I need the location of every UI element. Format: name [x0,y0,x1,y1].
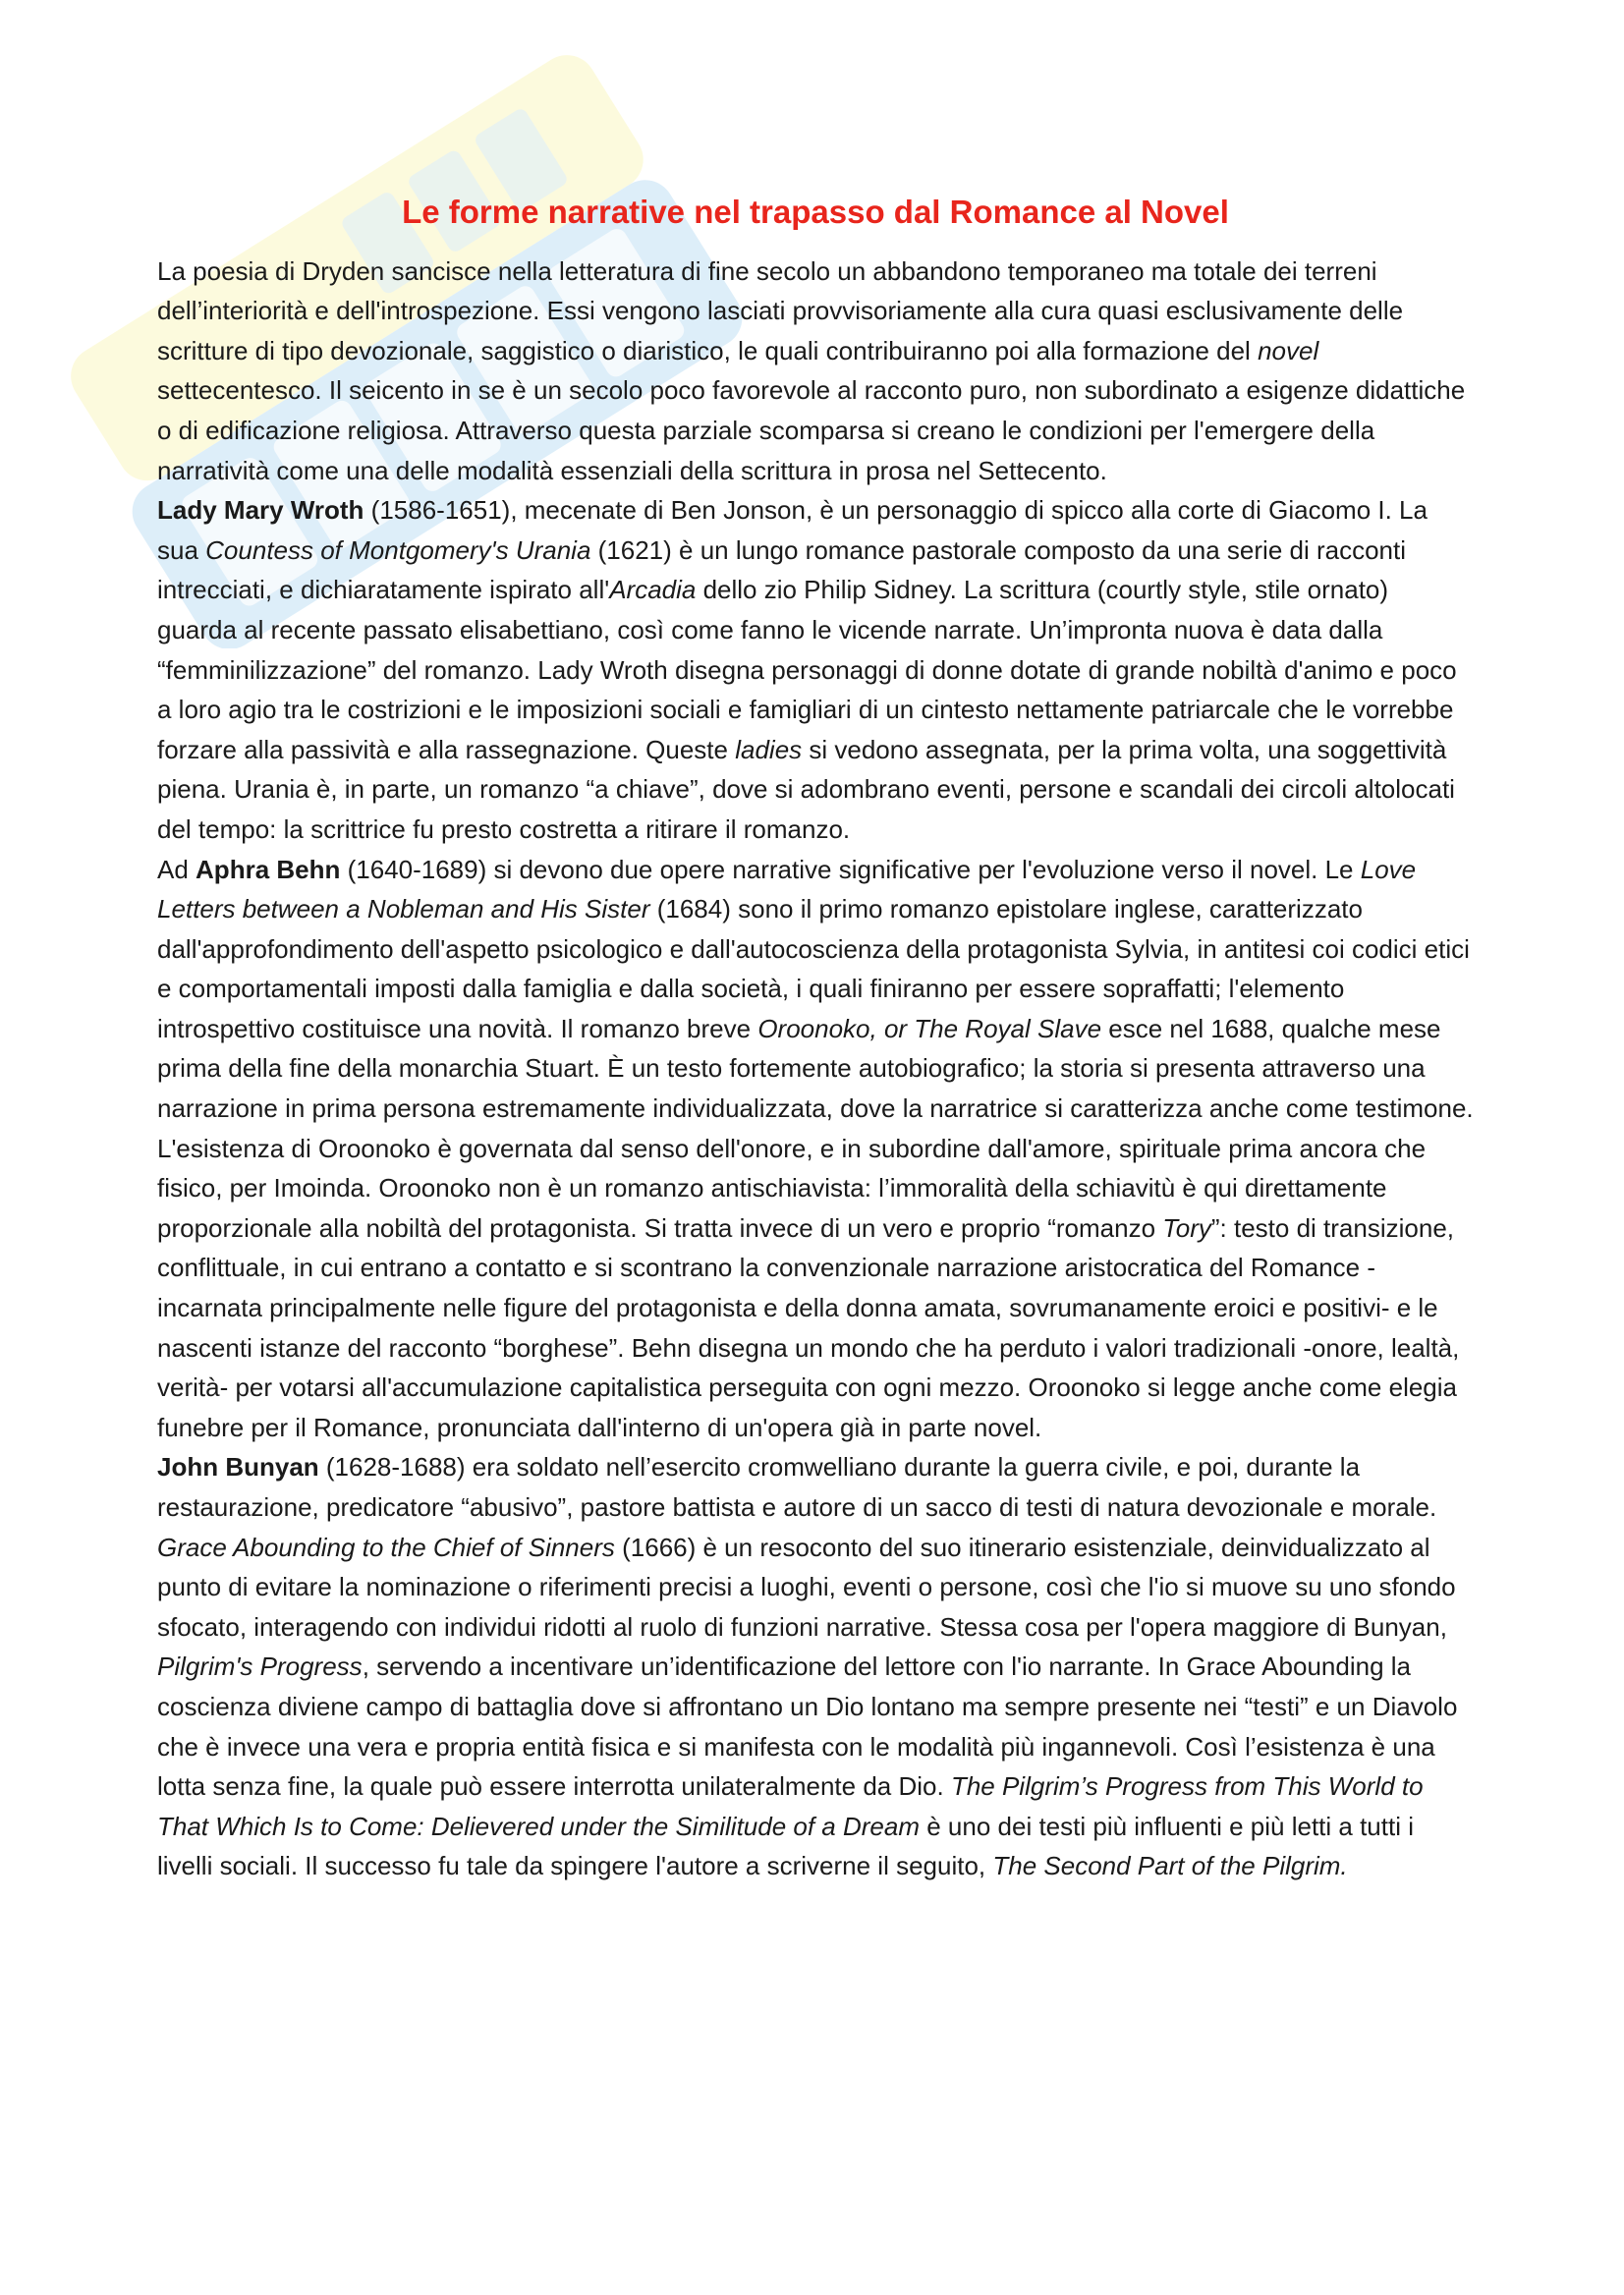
text-run: , servendo a incentivare un’identificazione del lettore con l'io narrante. In Grace Abounding la coscienza diviene campo di battaglia dove si affrontano un Dio lontano ma sempre presente nei “testi” e un Diavolo che è invece una vera e propria entità fisica e si manifesta con le modalità più ingannevoli. Così l’esistenza è una lotta senza fine, la quale può essere interrotta unilateralmente da Dio. [157,1651,1458,1802]
text-run: La poesia di Dryden sancisce nella letteratura di fine secolo un abbandono temporaneo ma totale dei terreni dell’interiorità e dell'introspezione. Essi vengono lasciati provvisoriamente alla cura quasi esclusivamente delle scritture di tipo devozionale, saggistico o diaristico, le quali contribuiranno poi alla formazione del [157,255,1404,365]
text-run: esce nel 1688, qualche mese prima della fine della monarchia Stuart. È un testo fortemente autobiografico; la storia si presenta attraverso una narrazione in prima persona estremamente individualizzata, dove la narratrice si caratterizza anche come testimone. L'esistenza di Oroonoko è governata dal senso dell'onore, e in subordine dall'amore, spirituale prima ancora che fisico, per Imoinda. Oroonoko non è un romanzo antischiavista: l’immoralità della schiavitù è qui direttamente proporzionale alla nobiltà del protagonista. Si tratta invece di un vero e proprio “romanzo [157,1013,1474,1243]
document-title: Le forme narrative nel trapasso dal Romance al Novel [402,194,1229,230]
work-title: Oroonoko, or The Royal Slave [757,1013,1102,1043]
text-run: (1586-1651), mecenate di Ben Jonson, è un personaggio di spicco alla corte di Giacomo I. La sua [157,495,1428,565]
text-run: (1666) è un resoconto del suo itinerario esistenziale, deinvidualizzato al punto di evitare la nominazione o riferimenti precisi a luoghi, eventi o persone, così che l'io si muove su uno sfondo sfocato, interagendo con individui ridotti al ruolo di funzioni narrative. Stessa cosa per l'opera maggiore di Bunyan, [157,1532,1456,1642]
text-run: dello zio Philip Sidney. La scrittura (courtly style, stile ornato) guarda al recente passato elisabettiano, così come fanno le vicende narrate. Un’impronta nuova è data dalla “femminilizzazione” del romanzo. Lady Wroth disegna personaggi di donne dotate di grande nobiltà d'animo e poco a loro agio tra le costrizioni e le imposizioni sociali e famigliari di un cintesto nettamente patriarcale che le vorrebbe forzare alla passività e alla rassegnazione. Queste [157,575,1457,764]
work-title: Countess of Montgomery's Urania [205,534,591,565]
text-run: (1640-1689) si devono due opere narrative significative per l'evoluzione verso il novel. Le [340,854,1361,884]
text-run: si vedono assegnata, per la prima volta, una soggettività piena. Urania è, in parte, un romanzo “a chiave”, dove si adombrano eventi, persone e scandali dei circoli altolocati del tempo: la scrittrice fu presto costretta a ritirare il romanzo. [157,734,1455,844]
text-run: (1621) è un lungo romance pastorale composto da una serie di racconti intrecciati, e dichiaratamente ispirato all' [157,534,1407,605]
work-title: Grace Abounding to the Chief of Sinners [157,1532,615,1562]
paragraph [157,252,1474,491]
text-run: è uno dei testi più influenti e più letti a tutti i livelli sociali. Il successo fu tale da spingere l'autore a scriverne il seguito, [157,1811,1414,1881]
work-title: Pilgrim's Progress [157,1651,363,1682]
document-content [157,193,1474,1886]
text-run: settecentesco. Il seicento in se è un secolo poco favorevole al racconto puro, non subordinato a esigenze didattiche o di edificazione religiosa. Attraverso questa parziale scomparsa si creano le condizioni per l'emergere della narratività come una delle modalità essenziali della scrittura in prosa nel Settecento. [157,375,1466,485]
work-title: Tory [1162,1212,1211,1243]
text-run: (1684) sono il primo romanzo epistolare inglese, caratterizzato dall'approfondimento dell'aspetto psicologico e dall'autocoscienza della protagonista Sylvia, in antitesi coi codici etici e comportamentali imposti dalla famiglia e dalla società, i quali finiranno per essere sopraffatti; l'elemento introspettivo costituisce una novità. Il romanzo breve [157,894,1470,1043]
work-title: Love Letters between a Nobleman and His Sister [157,854,1417,924]
paragraph [157,850,1474,1448]
document-body [157,252,1474,1886]
author-name: John Bunyan [157,1452,319,1483]
paragraph [157,1447,1474,1886]
work-title: novel [1258,335,1319,365]
text-run: (1628-1688) era soldato nell’esercito cromwelliano durante la guerra civile, e poi, durante la restaurazione, predicatore “abusivo”, pastore battista e autore di un sacco di testi di natura devozionale e morale. [157,1452,1437,1522]
text-run: Ad [157,854,196,884]
work-title: ladies [735,734,803,764]
author-name: Lady Mary Wroth [157,495,364,526]
work-title: The Second Part of the Pilgrim. [992,1851,1348,1881]
author-name: Aphra Behn [196,854,341,884]
text-run: ”: testo di transizione, conflittuale, in cui entrano a contatto e si scontrano la convenzionale narrazione aristocratica del Romance -incarnata principalmente nelle figure del protagonista e della donna amata, sovrumanamente eroici e positivi- e le nascenti istanze del racconto “borghese”. Behn disegna un mondo che ha perduto i valori tradizionali -onore, lealtà, verità- per votarsi all'accumulazione capitalistica perseguita con ogni mezzo. Oroonoko si legge anche come elegia funebre per il Romance, pronunciata dall'interno di un'opera già in parte novel. [157,1212,1460,1442]
work-title: The Pilgrim’s Progress from This World to That Which Is to Come: Delievered under the Similitude of a Dream [157,1771,1424,1841]
work-title: Arcadia [609,575,697,605]
paragraph [157,490,1474,849]
